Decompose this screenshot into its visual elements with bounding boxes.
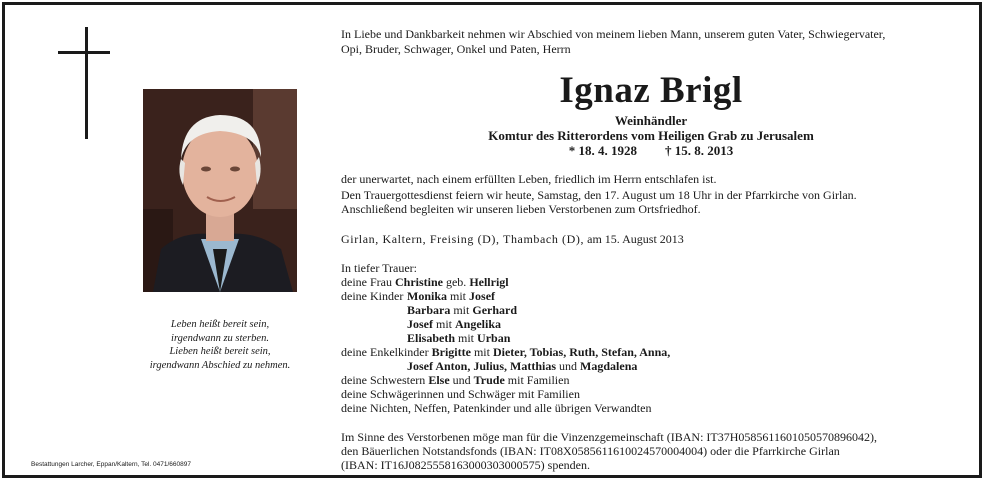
mourner-wife bbox=[341, 275, 509, 290]
mourner-sisters bbox=[341, 373, 569, 388]
death-date: † 15. 8. 2013 bbox=[665, 143, 734, 158]
service-line: Anschließend begleiten wir unseren lieben Verstorbenen zum Ortsfriedhof. bbox=[341, 202, 701, 216]
mourner-name: Christine bbox=[394, 275, 443, 289]
poem-line: Lieben heißt bereit sein, bbox=[169, 346, 271, 357]
donation-line: den Bäuerlichen Notstandsfonds (IBAN: IT08X0585611610024570004004) oder die Pfarrkirche Girlan bbox=[341, 444, 840, 458]
birth-date: * 18. 4. 1928 bbox=[568, 143, 637, 158]
mourner-connector: mit bbox=[453, 303, 470, 317]
intro-line: Opi, Bruder, Schwager, Onkel und Paten, Herrn bbox=[341, 42, 571, 56]
poem-line: irgendwann zu sterben. bbox=[171, 332, 269, 344]
mourner-connector: mit bbox=[458, 331, 475, 345]
mourner-name: Monika bbox=[407, 289, 448, 303]
funeral-home-imprint: Bestattungen Larcher, Eppan/Kaltern, Tel. 0471/660897 bbox=[31, 461, 191, 468]
mourner-child bbox=[407, 303, 517, 318]
mourners-heading: In tiefer Trauer: bbox=[341, 261, 417, 275]
mourner-connector: mit bbox=[473, 345, 490, 359]
mourner-name: Josef Anton, Julius, Matthias bbox=[407, 359, 557, 373]
mourner-label: deine Enkelkinder bbox=[341, 345, 429, 359]
mourner-name: Else bbox=[428, 373, 450, 387]
mourner-connector: mit bbox=[436, 317, 453, 331]
mourner-connector: und bbox=[452, 373, 471, 387]
cross-vertical-bar bbox=[85, 27, 88, 139]
life-dates bbox=[341, 143, 961, 159]
mourner-name: Gerhard bbox=[472, 303, 518, 317]
mourner-name: Hellrigl bbox=[469, 275, 509, 289]
poem-line: Leben heißt bereit sein, bbox=[170, 319, 270, 330]
deceased-honor: Komtur des Ritterordens vom Heiligen Grab zu Jerusalem bbox=[488, 128, 814, 143]
mourner-name: Trude bbox=[473, 373, 505, 387]
cross-horizontal-bar bbox=[58, 51, 110, 54]
mourner-in-laws: deine Schwägerinnen und Schwäger mit Familien bbox=[341, 387, 580, 401]
mourner-name: Josef bbox=[407, 317, 433, 331]
mourner-grandchildren bbox=[341, 345, 670, 360]
memorial-poem bbox=[125, 318, 315, 372]
mourner-connector: mit bbox=[450, 289, 467, 303]
portrait-photo bbox=[143, 89, 297, 292]
portrait-illustration bbox=[143, 89, 297, 292]
mourner-name: Urban bbox=[477, 331, 511, 345]
mourner-name: Elisabeth bbox=[407, 331, 456, 345]
mourner-child bbox=[407, 331, 510, 346]
mourner-child bbox=[407, 317, 501, 332]
mourner-grandchildren bbox=[407, 359, 637, 374]
place-date-line bbox=[341, 232, 684, 247]
obituary-frame bbox=[2, 2, 982, 478]
mourner-relatives: deine Nichten, Neffen, Patenkinder und alle übrigen Verwandten bbox=[341, 401, 652, 415]
donation-line: (IBAN: IT16J0825558163000303000575) spenden. bbox=[341, 458, 590, 472]
mourner-connector: und bbox=[559, 359, 578, 373]
mourner-name: Barbara bbox=[407, 303, 451, 317]
passing-statement: der unerwartet, nach einem erfüllten Leben, friedlich im Herrn entschlafen ist. bbox=[341, 172, 717, 186]
intro-line: In Liebe und Dankbarkeit nehmen wir Abschied von meinem lieben Mann, unserem guten Vater, Schwiegervater, bbox=[341, 27, 886, 41]
service-line: Den Trauergottesdienst feiern wir heute, Samstag, den 17. August um 18 Uhr in der Pfarrkirche von Girlan. bbox=[341, 188, 857, 202]
deceased-name: Ignaz Brigl bbox=[559, 70, 743, 111]
mourner-connector: geb. bbox=[445, 275, 467, 289]
mourner-connector: mit Familien bbox=[507, 373, 570, 387]
deceased-profession: Weinhändler bbox=[614, 113, 688, 128]
poem-line: irgendwann Abschied zu nehmen. bbox=[149, 359, 291, 371]
places: Girlan, Kaltern, Freising (D), Thambach (D), bbox=[341, 232, 585, 246]
obituary-date: am 15. August 2013 bbox=[587, 232, 684, 246]
mourner-name: Josef bbox=[469, 289, 496, 303]
mourner-name: Angelika bbox=[455, 317, 502, 331]
mourner-name: Brigitte bbox=[431, 345, 471, 359]
mourner-children-label: deine Kinder bbox=[341, 289, 404, 303]
mourner-name: Dieter, Tobias, Ruth, Stefan, Anna, bbox=[492, 345, 671, 359]
mourner-child bbox=[407, 289, 495, 304]
mourner-name: Magdalena bbox=[580, 359, 638, 373]
mourner-label: deine Schwestern bbox=[341, 373, 426, 387]
donation-line: Im Sinne des Verstorbenen möge man für die Vinzenzgemeinschaft (IBAN: IT37H0585611601050570896042), bbox=[341, 430, 877, 444]
mourner-label: deine Frau bbox=[341, 275, 392, 289]
